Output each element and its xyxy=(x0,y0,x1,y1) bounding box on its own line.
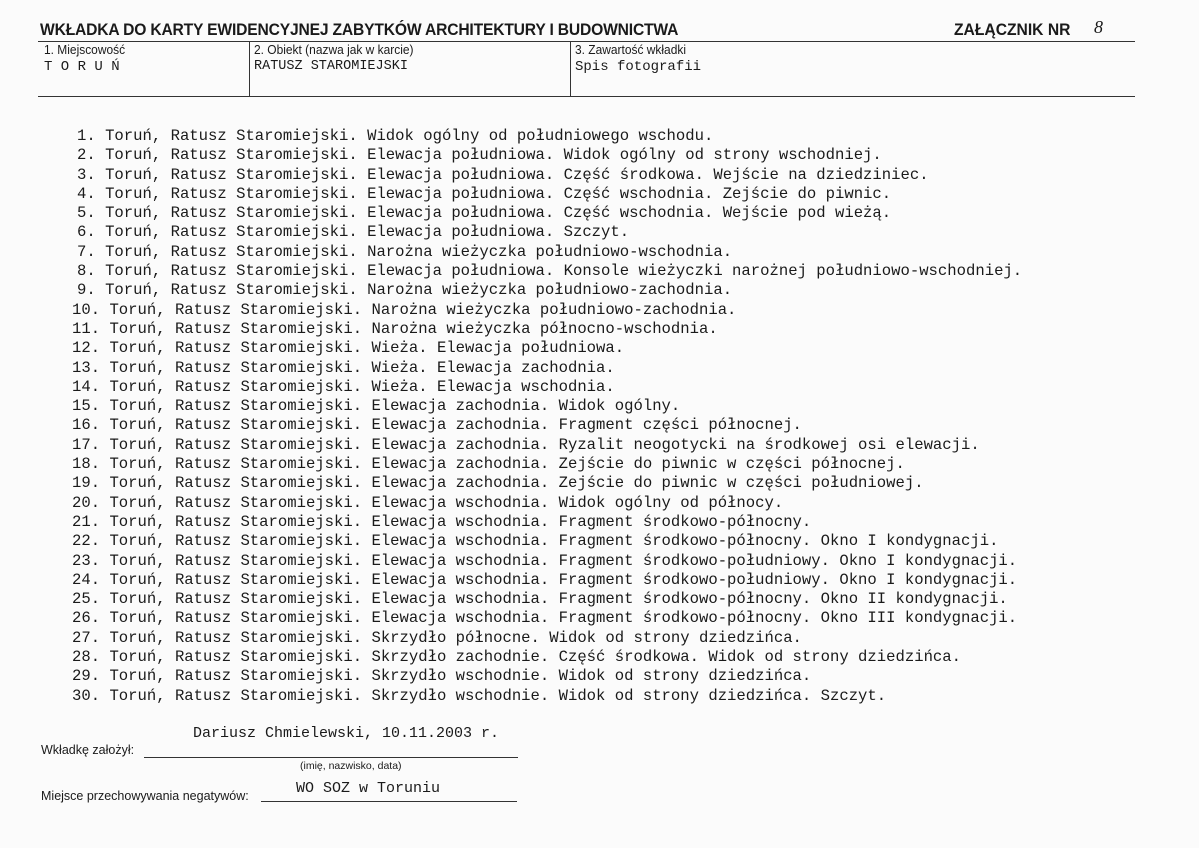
photo-list-item xyxy=(72,166,1022,185)
photo-list-item xyxy=(72,243,1022,262)
photo-number: 12. xyxy=(72,339,110,358)
photo-caption: Toruń, Ratusz Staromiejski. Wieża. Elewacja południowa. xyxy=(109,339,625,358)
negatives-value: WO SOZ w Toruniu xyxy=(296,780,441,797)
annex-label: ZAŁĄCZNIK NR xyxy=(954,20,1071,39)
photo-caption: Toruń, Ratusz Staromiejski. Narożna wieżyczka południowo-wschodnia. xyxy=(105,242,733,261)
photo-list-item xyxy=(72,378,1022,397)
photo-list-item xyxy=(72,474,1022,493)
photo-number: 1. xyxy=(77,127,106,145)
photo-list xyxy=(72,127,1022,706)
field-divider xyxy=(570,41,571,97)
photo-number: 4. xyxy=(77,184,106,203)
photo-caption: Toruń, Ratusz Staromiejski. Elewacja wschodnia. Fragment środkowo-południowy. Okno I kondygnacji. xyxy=(109,551,1018,570)
photo-number: 28. xyxy=(72,648,110,667)
photo-list-item xyxy=(72,455,1022,474)
photo-caption: Toruń, Ratusz Staromiejski. Elewacja wschodnia. Fragment środkowo-północny. Okno II kondygnacji. xyxy=(109,590,1008,609)
photo-caption: Toruń, Ratusz Staromiejski. Elewacja wschodnia. Widok ogólny od północy. xyxy=(109,493,784,512)
photo-list-item xyxy=(72,397,1022,416)
photo-list-item xyxy=(72,223,1022,242)
photo-number: 21. xyxy=(72,512,110,531)
photo-caption: Toruń, Ratusz Staromiejski. Elewacja zachodnia. Fragment części północnej. xyxy=(109,416,802,435)
photo-list-item xyxy=(72,262,1022,281)
author-line xyxy=(144,757,518,758)
photo-number: 11. xyxy=(72,319,110,338)
photo-caption: Toruń, Ratusz Staromiejski. Narożna wieżyczka południowo-zachodnia. xyxy=(109,300,737,319)
photo-list-item xyxy=(72,320,1022,339)
field-divider xyxy=(249,41,250,97)
photo-caption: Toruń, Ratusz Staromiejski. Elewacja wschodnia. Fragment środkowo-północny. Okno III kondygnacji. xyxy=(109,609,1018,628)
photo-caption: Toruń, Ratusz Staromiejski. Narożna wieżyczka północno-wschodnia. xyxy=(109,319,718,338)
photo-caption: Toruń, Ratusz Staromiejski. Wieża. Elewacja zachodnia. xyxy=(109,358,615,377)
photo-caption: Toruń, Ratusz Staromiejski. Elewacja wschodnia. Fragment środkowo-północny. Okno I kondygnacji. xyxy=(109,532,999,551)
photo-number: 2. xyxy=(77,146,106,165)
photo-caption: Toruń, Ratusz Staromiejski. Skrzydło północne. Widok od strony dziedzińca. xyxy=(109,628,802,647)
photo-list-item xyxy=(72,667,1022,686)
locality-value: T O R U Ń xyxy=(44,59,120,75)
photo-number: 27. xyxy=(72,628,110,647)
photo-number: 16. xyxy=(72,416,110,435)
photo-caption: Toruń, Ratusz Staromiejski. Wieża. Elewacja wschodnia. xyxy=(109,377,615,396)
photo-caption: Toruń, Ratusz Staromiejski. Elewacja zachodnia. Zejście do piwnic w części południowej. xyxy=(109,474,924,493)
photo-number: 19. xyxy=(72,474,110,493)
photo-number: 5. xyxy=(77,204,106,223)
negatives-label: Miejsce przechowywania negatywów: xyxy=(41,789,249,803)
photo-list-item xyxy=(72,185,1022,204)
photo-caption: Toruń, Ratusz Staromiejski. Elewacja południowa. Widok ogólny od strony wschodniej. xyxy=(105,146,882,165)
object-value: RATUSZ STAROMIEJSKI xyxy=(254,59,408,74)
photo-number: 26. xyxy=(72,609,110,628)
photo-number: 24. xyxy=(72,570,110,589)
document-title: WKŁADKA DO KARTY EWIDENCYJNEJ ZABYTKÓW ARCHITEKTURY I BUDOWNICTWA xyxy=(40,20,679,39)
photo-caption: Toruń, Ratusz Staromiejski. Skrzydło zachodnie. Część środkowa. Widok od strony dziedzińca. xyxy=(109,648,961,667)
photo-number: 13. xyxy=(72,358,110,377)
photo-caption: Toruń, Ratusz Staromiejski. Widok ogólny od południowego wschodu. xyxy=(105,127,714,145)
photo-number: 20. xyxy=(72,493,110,512)
photo-list-item xyxy=(72,359,1022,378)
photo-caption: Toruń, Ratusz Staromiejski. Elewacja południowa. Szczyt. xyxy=(105,223,630,242)
photo-caption: Toruń, Ratusz Staromiejski. Elewacja południowa. Część wschodnia. Zejście do piwnic. xyxy=(105,184,892,203)
photo-caption: Toruń, Ratusz Staromiejski. Elewacja południowa. Część środkowa. Wejście na dziedziniec. xyxy=(105,165,929,184)
photo-list-item xyxy=(72,146,1022,165)
photo-number: 30. xyxy=(72,686,110,705)
photo-caption: Toruń, Ratusz Staromiejski. Elewacja wschodnia. Fragment środkowo-południowy. Okno I kondygnacji. xyxy=(109,570,1018,589)
author-hint: (imię, nazwisko, data) xyxy=(300,760,402,772)
photo-number: 9. xyxy=(77,281,106,300)
photo-list-item xyxy=(72,571,1022,590)
content-label: 3. Zawartość wkładki xyxy=(575,42,687,57)
photo-caption: Toruń, Ratusz Staromiejski. Elewacja wschodnia. Fragment środkowo-północny. xyxy=(109,512,812,531)
photo-list-item xyxy=(72,590,1022,609)
photo-number: 22. xyxy=(72,532,110,551)
photo-list-item xyxy=(72,532,1022,551)
photo-caption: Toruń, Ratusz Staromiejski. Elewacja zachodnia. Ryzalit neogotycki na środkowej osi elewacji. xyxy=(109,435,980,454)
photo-list-item xyxy=(72,494,1022,513)
annex-number: 8 xyxy=(1094,17,1103,37)
photo-caption: Toruń, Ratusz Staromiejski. Narożna wieżyczka południowo-zachodnia. xyxy=(105,281,733,300)
photo-list-item xyxy=(72,301,1022,320)
photo-list-item xyxy=(72,552,1022,571)
content-value: Spis fotografii xyxy=(575,59,702,75)
author-label: Wkładkę założył: xyxy=(41,743,135,757)
photo-list-item xyxy=(72,687,1022,706)
photo-number: 15. xyxy=(72,397,110,416)
object-label: 2. Obiekt (nazwa jak w karcie) xyxy=(254,42,414,57)
photo-caption: Toruń, Ratusz Staromiejski. Skrzydło wschodnie. Widok od strony dziedzińca. Szczyt. xyxy=(109,686,887,705)
locality-label: 1. Miejscowość xyxy=(44,42,126,57)
photo-caption: Toruń, Ratusz Staromiejski. Elewacja południowa. Część wschodnia. Wejście pod wieżą. xyxy=(105,204,892,223)
photo-caption: Toruń, Ratusz Staromiejski. Skrzydło wschodnie. Widok od strony dziedzińca. xyxy=(109,667,812,686)
photo-number: 7. xyxy=(77,242,106,261)
photo-list-item xyxy=(72,629,1022,648)
photo-list-item xyxy=(72,416,1022,435)
photo-number: 8. xyxy=(77,262,106,281)
photo-list-item xyxy=(72,513,1022,532)
photo-number: 6. xyxy=(77,223,106,242)
negatives-line xyxy=(261,801,517,802)
header-bottom-rule xyxy=(38,96,1135,97)
photo-caption: Toruń, Ratusz Staromiejski. Elewacja zachodnia. Zejście do piwnic w części północnej. xyxy=(109,455,905,474)
photo-number: 23. xyxy=(72,551,110,570)
photo-list-item xyxy=(72,281,1022,300)
photo-list-item xyxy=(72,648,1022,667)
photo-caption: Toruń, Ratusz Staromiejski. Elewacja zachodnia. Widok ogólny. xyxy=(109,397,681,416)
photo-number: 29. xyxy=(72,667,110,686)
photo-number: 18. xyxy=(72,455,110,474)
photo-list-item xyxy=(72,127,1022,146)
photo-list-item xyxy=(72,204,1022,223)
photo-number: 25. xyxy=(72,590,110,609)
photo-number: 17. xyxy=(72,435,110,454)
photo-number: 14. xyxy=(72,377,110,396)
photo-number: 3. xyxy=(77,165,106,184)
photo-number: 10. xyxy=(72,300,110,319)
photo-caption: Toruń, Ratusz Staromiejski. Elewacja południowa. Konsole wieżyczki narożnej południowo-wschodniej. xyxy=(105,262,1023,281)
author-value: Dariusz Chmielewski, 10.11.2003 r. xyxy=(193,725,500,742)
photo-list-item xyxy=(72,436,1022,455)
photo-list-item xyxy=(72,339,1022,358)
photo-list-item xyxy=(72,609,1022,628)
